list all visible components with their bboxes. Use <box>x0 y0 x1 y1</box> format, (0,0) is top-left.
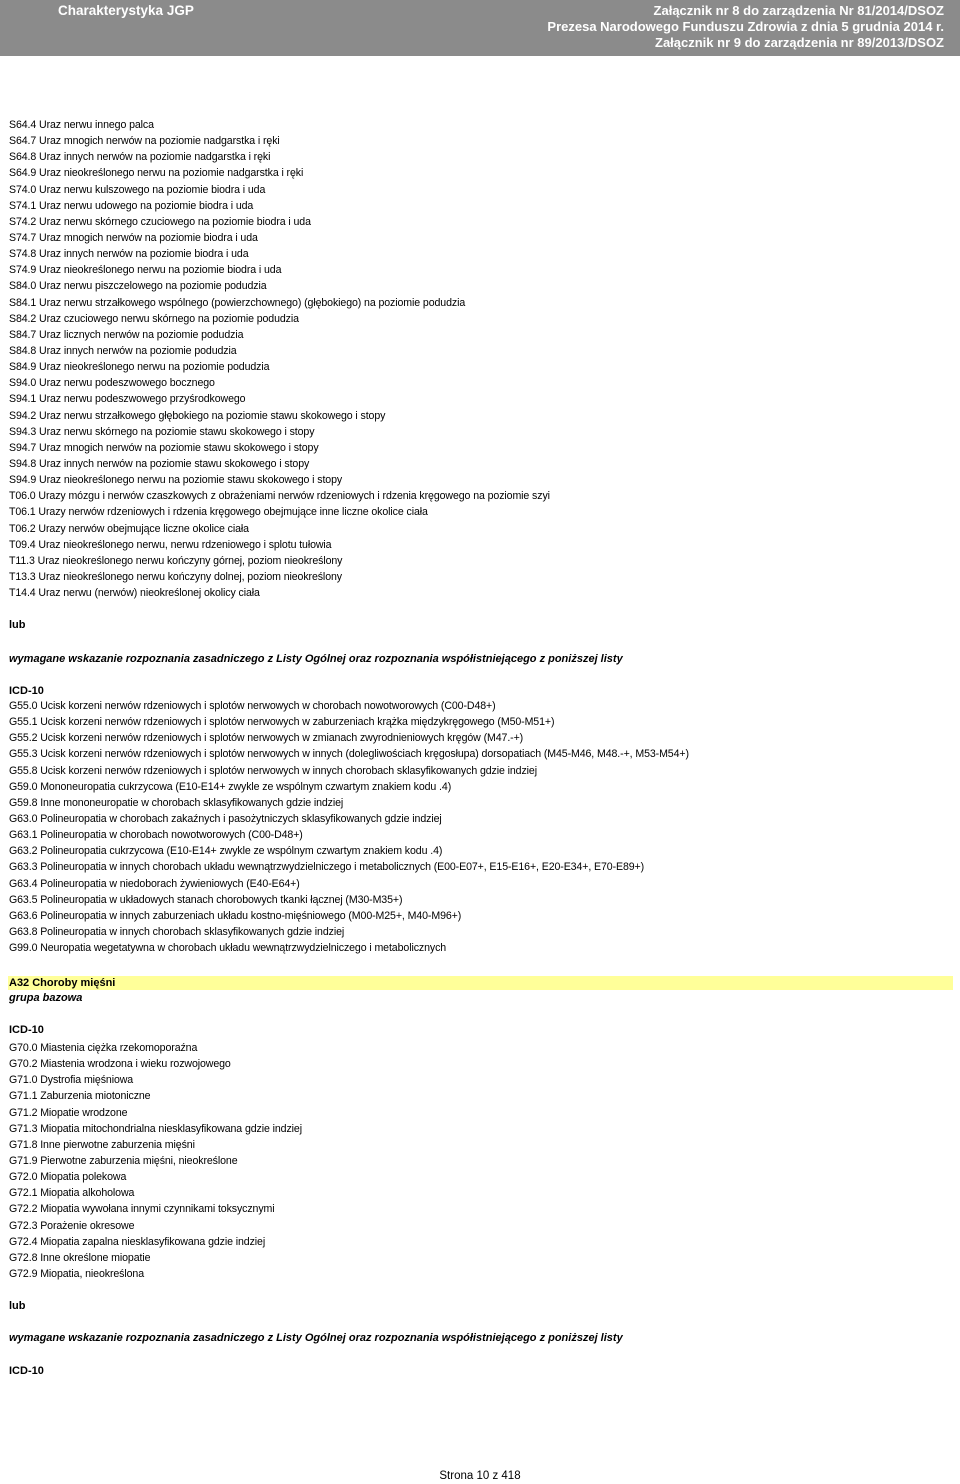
code-list-item: G72.3 Porażenie okresowe <box>9 1219 135 1232</box>
code-list-item: T14.4 Uraz nerwu (nerwów) nieokreślonej okolicy ciała <box>9 587 260 600</box>
code-list-item: G55.2 Ucisk korzeni nerwów rdzeniowych i splotów nerwowych w zmianach zwyrodnieniowych kręgów (M47.-+) <box>9 732 524 745</box>
icd10-heading-2: ICD-10 <box>9 1024 44 1036</box>
group-title: A32 Choroby mięśni <box>9 977 116 989</box>
code-list-item: G59.0 Mononeuropatia cukrzycowa (E10-E14+ zwykle ze wspólnym czwartym znakiem kodu .4) <box>9 780 452 793</box>
code-list-item: G72.0 Miopatia polekowa <box>9 1171 127 1184</box>
regulation-reference <box>547 3 944 51</box>
code-list-item: S74.0 Uraz nerwu kulszowego na poziomie biodra i uda <box>9 183 266 196</box>
code-list-item: G63.6 Polineuropatia w innych zaburzeniach układu kostno-mięśniowego (M00-M25+, M40-M96+) <box>9 909 462 922</box>
code-list-item: G71.2 Miopatie wrodzone <box>9 1106 128 1119</box>
code-list-item: S94.3 Uraz nerwu skórnego na poziomie stawu skokowego i stopy <box>9 425 315 438</box>
code-list-item: S84.9 Uraz nieokreślonego nerwu na poziomie podudzia <box>9 361 270 374</box>
or-separator: lub <box>9 619 26 631</box>
code-list-item: S94.8 Uraz innych nerwów na poziomie stawu skokowego i stopy <box>9 457 310 470</box>
or-separator-2: lub <box>9 1300 26 1312</box>
code-list-item: G71.0 Dystrofia mięśniowa <box>9 1074 134 1087</box>
code-list-item: G71.3 Miopatia mitochondrialna niesklasyfikowana gdzie indziej <box>9 1122 302 1135</box>
code-list-item: S64.9 Uraz nieokreślonego nerwu na poziomie nadgarstka i ręki <box>9 167 304 180</box>
code-list-item: S74.2 Uraz nerwu skórnego czuciowego na poziomie biodra i uda <box>9 215 311 228</box>
code-list-item: S94.1 Uraz nerwu podeszwowego przyśrodkowego <box>9 393 246 406</box>
regulation-line-2: Prezesa Narodowego Funduszu Zdrowia z dnia 5 grudnia 2014 r. <box>547 19 944 34</box>
group-subtitle: grupa bazowa <box>9 992 83 1004</box>
code-list-item: T06.1 Urazy nerwów rdzeniowych i rdzenia kręgowego obejmujące inne liczne okolice ciała <box>9 506 428 519</box>
code-list-item: G72.9 Miopatia, nieokreślona <box>9 1267 145 1280</box>
page-number: Strona 10 z 418 <box>439 1470 521 1482</box>
code-list-item: S84.7 Uraz licznych nerwów na poziomie podudzia <box>9 328 244 341</box>
code-list-item: G99.0 Neuropatia wegetatywna w chorobach układu wewnątrzwydzielniczego i metabolicznych <box>9 942 447 955</box>
code-list-item: G70.0 Miastenia ciężka rzekomoporaźna <box>9 1042 198 1054</box>
code-list-item: G63.1 Polineuropatia w chorobach nowotworowych (C00-D48+) <box>9 829 303 842</box>
code-list-item: G63.8 Polineuropatia w innych chorobach sklasyfikowanych gdzie indziej <box>9 925 345 938</box>
code-list-item: S74.8 Uraz innych nerwów na poziomie biodra i uda <box>9 248 249 261</box>
code-list-item: S84.8 Uraz innych nerwów na poziomie podudzia <box>9 344 237 357</box>
code-list-item: G71.8 Inne pierwotne zaburzenia mięśni <box>9 1138 195 1151</box>
code-list-item: S84.0 Uraz nerwu piszczelowego na poziomie podudzia <box>9 280 267 293</box>
code-list-item: G71.9 Pierwotne zaburzenia mięśni, nieokreślone <box>9 1154 238 1167</box>
code-list-item: G72.1 Miopatia alkoholowa <box>9 1187 135 1200</box>
code-list-item: S84.2 Uraz czuciowego nerwu skórnego na poziomie podudzia <box>9 312 299 325</box>
code-list-item: T09.4 Uraz nieokreślonego nerwu, nerwu rdzeniowego i splotu tułowia <box>9 538 332 551</box>
code-list-item: S74.1 Uraz nerwu udowego na poziomie biodra i uda <box>9 199 254 212</box>
code-list-item: S94.7 Uraz mnogich nerwów na poziomie stawu skokowego i stopy <box>9 441 319 454</box>
muscle-disease-code-list <box>9 1040 302 1282</box>
code-list-item: S64.4 Uraz nerwu innego palca <box>9 119 154 131</box>
code-list-item: T06.2 Urazy nerwów obejmujące liczne okolice ciała <box>9 522 249 535</box>
code-list-item: G55.8 Ucisk korzeni nerwów rdzeniowych i splotów nerwowych w innych chorobach sklasyfikowanych gdzie indziej <box>9 764 537 777</box>
icd10-heading-3: ICD-10 <box>9 1365 44 1377</box>
code-list-item: G70.2 Miastenia wrodzona i wieku rozwojowego <box>9 1058 231 1071</box>
regulation-line-3: Załącznik nr 9 do zarządzenia nr 89/2013/DSOZ <box>655 35 944 50</box>
code-list-item: S94.2 Uraz nerwu strzałkowego głębokiego na poziomie stawu skokowego i stopy <box>9 409 386 422</box>
code-list-item: T11.3 Uraz nieokreślonego nerwu kończyny górnej, poziom nieokreślony <box>9 554 343 567</box>
code-list-item: G63.2 Polineuropatia cukrzycowa (E10-E14+ zwykle ze wspólnym czwartym znakiem kodu .4) <box>9 845 443 858</box>
regulation-line-1: Załącznik nr 8 do zarządzenia Nr 81/2014/DSOZ <box>653 3 944 18</box>
injury-code-list <box>9 117 550 601</box>
requirement-note-2: wymagane wskazanie rozpoznania zasadniczego z Listy Ogólnej oraz rozpoznania współistniejącego z poniższej listy <box>9 1332 623 1344</box>
code-list-item: T06.0 Urazy mózgu i nerwów czaszkowych z obrażeniami nerwów rdzeniowych i rdzenia kręgowego na poziomie szyi <box>9 490 550 503</box>
code-list-item: S64.8 Uraz innych nerwów na poziomie nadgarstka i ręki <box>9 151 271 164</box>
code-list-item: G55.1 Ucisk korzeni nerwów rdzeniowych i splotów nerwowych w zaburzeniach krążka międzykręgowego (M50-M51+) <box>9 716 555 729</box>
code-list-item: S94.9 Uraz nieokreślonego nerwu na poziomie stawu skokowego i stopy <box>9 474 343 487</box>
code-list-item: S94.0 Uraz nerwu podeszwowego bocznego <box>9 377 215 390</box>
code-list-item: S84.1 Uraz nerwu strzałkowego wspólnego (powierzchownego) (głębokiego) na poziomie podudzia <box>9 296 466 309</box>
document-title: Charakterystyka JGP <box>58 3 194 18</box>
group-highlight <box>8 976 953 990</box>
code-list-item: G71.1 Zaburzenia miotoniczne <box>9 1090 151 1103</box>
code-list-item: G72.8 Inne określone miopatie <box>9 1251 151 1264</box>
code-list-item: T13.3 Uraz nieokreślonego nerwu kończyny dolnej, poziom nieokreślony <box>9 570 342 583</box>
icd10-heading: ICD-10 <box>9 685 44 697</box>
code-list-item: G63.0 Polineuropatia w chorobach zakaźnych i pasożytniczych sklasyfikowanych gdzie indziej <box>9 812 442 825</box>
code-list-item: G63.4 Polineuropatia w niedoborach żywieniowych (E40-E64+) <box>9 877 300 890</box>
code-list-item: G72.2 Miopatia wywołana innymi czynnikami toksycznymi <box>9 1203 275 1216</box>
code-list-item: G55.3 Ucisk korzeni nerwów rdzeniowych i splotów nerwowych w innych (dolegliwościach kręgosłupa) dorsopatiach (M45-M46, M48.-+, M53-M54+) <box>9 748 689 761</box>
code-list-item: G63.3 Polineuropatia w innych chorobach układu wewnątrzwydzielniczego i metabolicznych (E00-E07+, E15-E16+, E20-E34+, E70-E89+) <box>9 861 645 874</box>
code-list-item: S74.9 Uraz nieokreślonego nerwu na poziomie biodra i uda <box>9 264 282 277</box>
code-list-item: G72.4 Miopatia zapalna niesklasyfikowana gdzie indziej <box>9 1235 266 1248</box>
page-header <box>0 0 960 56</box>
code-list-item: S74.7 Uraz mnogich nerwów na poziomie biodra i uda <box>9 231 258 244</box>
code-list-item: G59.8 Inne mononeuropatie w chorobach sklasyfikowanych gdzie indziej <box>9 796 344 809</box>
code-list-item: G63.5 Polineuropatia w układowych stanach chorobowych tkanki łącznej (M30-M35+) <box>9 893 403 906</box>
code-list-item: S64.7 Uraz mnogich nerwów na poziomie nadgarstka i ręki <box>9 135 280 148</box>
comorbidity-code-list <box>9 698 689 956</box>
code-list-item: G55.0 Ucisk korzeni nerwów rdzeniowych i splotów nerwowych w chorobach nowotworowych (C00-D48+) <box>9 700 496 712</box>
requirement-note: wymagane wskazanie rozpoznania zasadniczego z Listy Ogólnej oraz rozpoznania współistniejącego z poniższej listy <box>9 653 623 665</box>
